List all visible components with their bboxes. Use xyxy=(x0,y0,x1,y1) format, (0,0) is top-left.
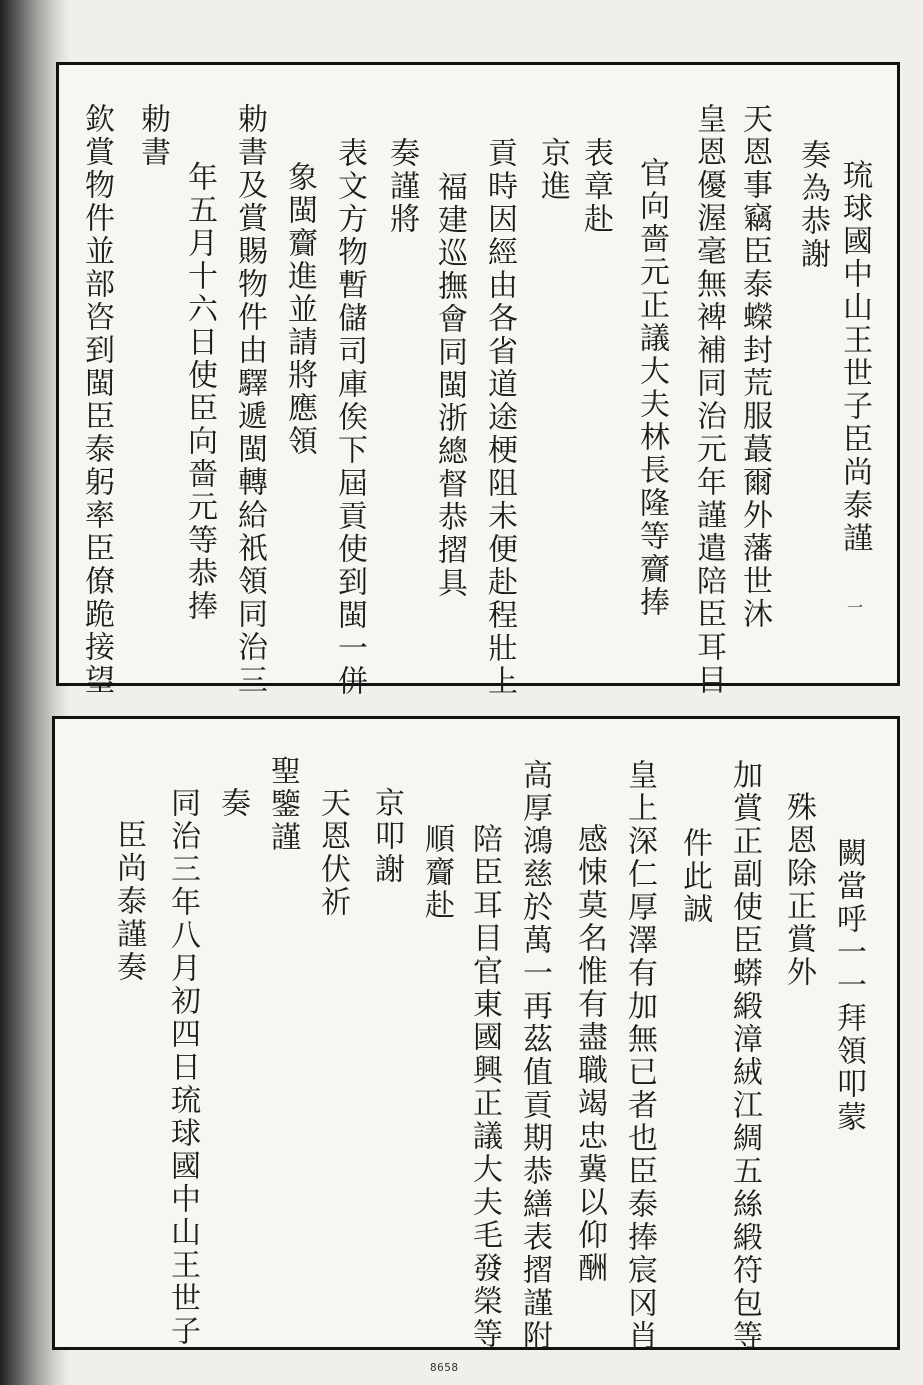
column-2: 殊恩除正賞外 xyxy=(781,791,816,989)
column-10: 京叩謝 xyxy=(369,787,404,886)
column-13: 奏 xyxy=(215,787,250,820)
column-15: 臣尚泰謹奏 xyxy=(111,819,146,984)
memorial-panel-bottom xyxy=(52,716,900,1353)
column-8: 貢時因經由各省道途梗阻未便赴程壯上 xyxy=(482,137,517,698)
column-1: 琉球國中山王世子臣尚泰謹 xyxy=(837,159,872,555)
column-12: 象閩齎進並請將應領 xyxy=(282,161,317,458)
page-number: 8658 xyxy=(430,1361,459,1374)
memorial-panel-top xyxy=(56,62,900,698)
column-11: 表文方物暫儲司庫俟下屆貢使到閩一併 xyxy=(332,137,367,698)
column-4: 皇恩優渥毫無裨補同治元年謹遣陪臣耳目 xyxy=(691,103,726,697)
column-10: 奏謹將 xyxy=(384,137,419,236)
column-16: 欽賞物件並部咨到閩臣泰躬率臣僚跪接望 xyxy=(79,103,114,697)
column-2: 奏為恭謝 xyxy=(795,139,830,271)
column-8: 陪臣耳目官東國興正議大夫毛發榮等 xyxy=(467,823,502,1351)
column-3: 天恩事竊臣泰蠑封荒服蕞爾外藩世沐 xyxy=(737,103,772,631)
column-7: 高厚鴻慈於萬一再茲值貢期恭繕表摺謹附 xyxy=(517,759,552,1353)
column-1: 闕當呼一一拜領叩蒙 xyxy=(831,837,866,1134)
column-9: 福建巡撫會同閩浙總督恭摺具 xyxy=(432,171,467,600)
column-14: 年五月十六日使臣向嗇元等恭捧 xyxy=(182,161,217,623)
column-15: 勅書 xyxy=(135,103,170,169)
column-3: 加賞正副使臣蟒緞漳絨江綢五絲緞符包等 xyxy=(727,759,762,1353)
column-14: 同治三年八月初四日琉球國中山王世子 xyxy=(165,787,200,1348)
column-11: 天恩伏祈 xyxy=(315,787,350,919)
column-4: 件此誠 xyxy=(677,827,712,926)
column-7: 京進 xyxy=(535,137,570,203)
column-12: 聖鑒謹 xyxy=(265,755,300,854)
column-5: 官向嗇元正議大夫林長隆等齎捧 xyxy=(634,157,669,619)
column-13: 勅書及賞賜物件由驛遞閩轉給祇領同治三 xyxy=(232,103,267,697)
column-5: 皇上深仁厚澤有加無已者也臣泰捧宸冈肖 xyxy=(622,759,657,1353)
column-9: 順齎赴 xyxy=(419,823,454,922)
column-6: 感悚莫名惟有盡職竭忠冀以仰酬 xyxy=(572,823,607,1285)
column-6: 表章赴 xyxy=(578,137,613,236)
page-mark: 一 xyxy=(847,598,864,617)
